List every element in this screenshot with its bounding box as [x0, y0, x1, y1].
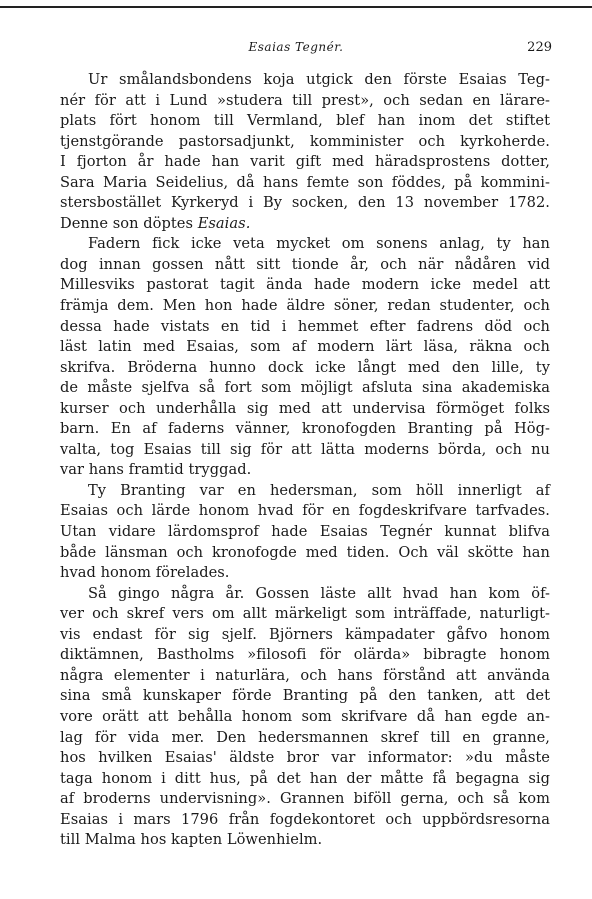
text-line: valta, tog Esaias till sig för att lätta moderns börda, och nu	[60, 440, 550, 458]
text-line: barn. En af faderns vänner, kronofogden Branting på Hög-	[60, 420, 550, 438]
text-line: taga honom i ditt hus, på det han der måtte få begagna sig	[60, 769, 550, 787]
text-line	[60, 214, 550, 235]
text-line: Millesviks pastorat tagit ända hade modern icke medel att	[60, 276, 550, 294]
page-number: 229	[527, 40, 552, 55]
text-line: de måste sjelfva så fort som möjligt afsluta sina akademiska	[60, 379, 550, 397]
text-line: stersbostället Kyrkeryd i By socken, den 13 november 1782.	[60, 194, 550, 212]
running-head: Esaias Tegnér.	[248, 40, 344, 54]
text-line: Utan vidare lärdomsprof hade Esaias Tegnér kunnat blifva	[60, 523, 550, 541]
top-rule	[0, 6, 592, 8]
text-line: hvad honom förelades.	[60, 564, 230, 582]
text-line: var hans framtid tryggad.	[60, 461, 252, 479]
text-line: sina små kunskaper förde Branting på den tanken, att det	[60, 687, 550, 705]
italic-name: Esaias.	[197, 214, 251, 232]
text-line: Så gingo några år. Gossen läste allt hvad han kom öf-	[88, 584, 550, 602]
text-run: Denne son döptes	[60, 214, 198, 232]
text-line: dessa hade vistats en tid i hemmet efter fadrens död och	[60, 317, 550, 335]
text-line: nér för att i Lund »studera till prest», och sedan en lärare-	[60, 91, 550, 109]
text-line: vis endast för sig sjelf. Björners kämpadater gåfvo honom	[60, 625, 550, 643]
text-line: Ur smålandsbondens koja utgick den förste Esaias Teg-	[88, 71, 550, 88]
text-line: hos hvilken Esaias' äldste bror var informator: »du måste	[60, 749, 550, 767]
text-line: lag för vida mer. Den hedersmannen skref till en granne,	[60, 728, 550, 746]
body-text	[60, 70, 550, 851]
text-line: Sara Maria Seidelius, då hans femte son föddes, på kommini-	[60, 173, 550, 191]
text-line: plats fört honom till Vermland, blef han inom det stiftet	[60, 112, 550, 130]
text-line: dog innan gossen nått sitt tionde år, och när nådåren vid	[60, 255, 550, 273]
text-line: af broderns undervisning». Grannen biföll gerna, och så kom	[60, 790, 550, 808]
text-line: Ty Branting var en hedersman, som höll innerligt af	[88, 481, 550, 499]
text-line: kurser och underhålla sig med att undervisa förmöget folks	[60, 399, 550, 417]
text-line: både länsman och kronofogde med tiden. Och väl skötte han	[60, 543, 550, 561]
text-line: Esaias i mars 1796 från fogdekontoret och uppbördsresorna	[60, 810, 550, 828]
paragraph-3	[60, 481, 550, 584]
text-line: tjenstgörande pastorsadjunkt, komminister och kyrkoherde.	[60, 132, 550, 150]
text-line: Fadern fick icke veta mycket om sonens anlag, ty han	[88, 235, 550, 253]
text-line: vore orätt att behålla honom som skrifvare då han egde an-	[60, 707, 550, 725]
text-line: diktämnen, Bastholms »filosofi för olärda» bibragte honom	[60, 646, 550, 664]
text-line: främja dem. Men hon hade äldre söner, redan studenter, och	[60, 297, 550, 315]
text-line: Esaias och lärde honom hvad för en fogdeskrifvare tarfvades.	[60, 502, 550, 520]
paragraph-4	[60, 584, 550, 851]
text-line: I fjorton år hade han varit gift med häradsprostens dotter,	[60, 153, 550, 171]
paragraph-1	[60, 70, 550, 214]
text-line: ver och skref vers om allt märkeligt som inträffade, naturligt-	[60, 605, 550, 623]
paragraph-2	[60, 234, 550, 481]
text-line: till Malma hos kapten Löwenhielm.	[60, 831, 323, 849]
text-line: några elementer i naturlära, och hans förstånd att använda	[60, 666, 550, 684]
text-line: läst latin med Esaias, som af modern lärt läsa, räkna och	[60, 338, 550, 356]
text-line: skrifva. Bröderna hunno dock icke långt med den lille, ty	[60, 358, 550, 376]
